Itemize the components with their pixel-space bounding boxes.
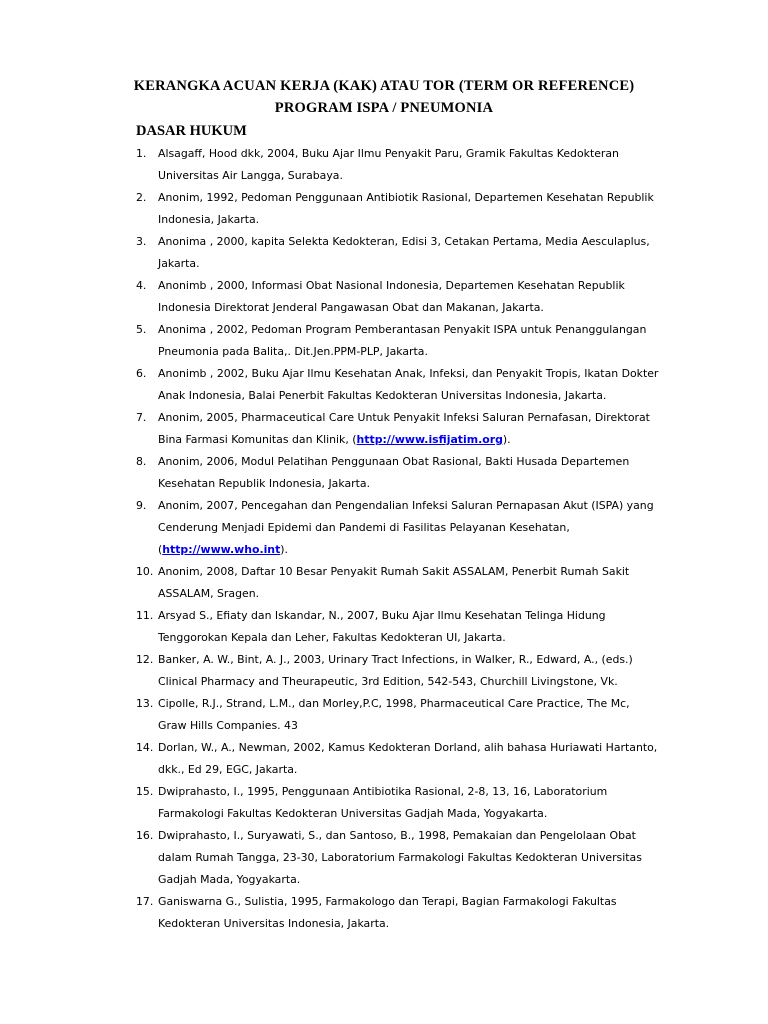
reference-line: ASSALAM, Sragen. bbox=[158, 587, 260, 600]
reference-item bbox=[0, 407, 688, 451]
reference-number: 9. bbox=[136, 499, 147, 512]
reference-item bbox=[0, 825, 688, 891]
reference-line: Clinical Pharmacy and Theurapeutic, 3rd Edition, 542-543, Churchill Livingstone, Vk. bbox=[158, 675, 618, 688]
reference-item bbox=[0, 143, 688, 187]
reference-line: Anonim, 2007, Pencegahan dan Pengendalian Infeksi Saluran Pernapasan Akut (ISPA) yang bbox=[158, 499, 654, 512]
reference-line: Kesehatan Republik Indonesia, Jakarta. bbox=[158, 477, 371, 490]
document-title: KERANGKA ACUAN KERJA (KAK) ATAU TOR (TERM OR REFERENCE) bbox=[133, 78, 635, 94]
reference-list bbox=[0, 143, 768, 935]
reference-text: ( bbox=[158, 543, 163, 556]
reference-line: Cipolle, R.J., Strand, L.M., dan Morley,P.C, 1998, Pharmaceutical Care Practice, The Mc, bbox=[158, 697, 630, 710]
reference-line: Indonesia Direktorat Jenderal Pangawasan Obat dan Makanan, Jakarta. bbox=[158, 301, 544, 314]
reference-text: ). bbox=[502, 433, 511, 446]
reference-item bbox=[0, 693, 688, 737]
reference-item bbox=[0, 363, 688, 407]
reference-line: Gadjah Mada, Yogyakarta. bbox=[158, 873, 301, 886]
reference-number: 15. bbox=[136, 785, 154, 798]
reference-text: Bina Farmasi Komunitas dan Klinik, ( bbox=[158, 433, 357, 446]
reference-number: 17. bbox=[136, 895, 154, 908]
reference-item bbox=[0, 561, 688, 605]
section-heading: DASAR HUKUM bbox=[136, 123, 247, 139]
reference-line: Dorlan, W., A., Newman, 2002, Kamus Kedokteran Dorland, alih bahasa Huriawati Hartanto, bbox=[158, 741, 658, 754]
reference-line: Anonima , 2002, Pedoman Program Pemberantasan Penyakit ISPA untuk Penanggulangan bbox=[158, 323, 647, 336]
reference-number: 11. bbox=[136, 609, 154, 622]
reference-line: Anonim, 2008, Daftar 10 Besar Penyakit Rumah Sakit ASSALAM, Penerbit Rumah Sakit bbox=[158, 565, 630, 578]
reference-line: Anonim, 2006, Modul Pelatihan Penggunaan Obat Rasional, Bakti Husada Departemen bbox=[158, 455, 630, 468]
reference-line: Universitas Air Langga, Surabaya. bbox=[158, 169, 343, 182]
reference-item bbox=[0, 187, 688, 231]
reference-number: 14. bbox=[136, 741, 154, 754]
reference-line: Tenggorokan Kepala dan Leher, Fakultas Kedokteran UI, Jakarta. bbox=[158, 631, 506, 644]
reference-text: ). bbox=[280, 543, 288, 556]
reference-line: Banker, A. W., Bint, A. J., 2003, Urinary Tract Infections, in Walker, R., Edward, A., (eds.) bbox=[158, 653, 633, 666]
reference-line: Anonima , 2000, kapita Selekta Kedokteran, Edisi 3, Cetakan Pertama, Media Aesculaplus, bbox=[158, 235, 650, 248]
reference-number: 13. bbox=[136, 697, 154, 710]
reference-line: Ganiswarna G., Sulistia, 1995, Farmakologo dan Terapi, Bagian Farmakologi Fakultas bbox=[158, 895, 617, 908]
reference-item bbox=[0, 649, 688, 693]
reference-line: Anonim, 1992, Pedoman Penggunaan Antibiotik Rasional, Departemen Kesehatan Republik bbox=[158, 191, 654, 204]
reference-number: 4. bbox=[136, 279, 147, 292]
reference-number: 12. bbox=[136, 653, 154, 666]
reference-line: Jakarta. bbox=[158, 257, 200, 270]
reference-item bbox=[0, 451, 688, 495]
reference-number: 10. bbox=[136, 565, 154, 578]
reference-line: Anak Indonesia, Balai Penerbit Fakultas Kedokteran Universitas Indonesia, Jakarta. bbox=[158, 389, 607, 402]
reference-line: Dwiprahasto, I., 1995, Penggunaan Antibiotika Rasional, 2-8, 13, 16, Laboratorium bbox=[158, 785, 608, 798]
reference-line: Indonesia, Jakarta. bbox=[158, 213, 260, 226]
reference-line bbox=[158, 539, 688, 561]
reference-number: 2. bbox=[136, 191, 147, 204]
reference-number: 8. bbox=[136, 455, 147, 468]
reference-line: dalam Rumah Tangga, 23-30, Laboratorium Farmakologi Fakultas Kedokteran Universitas bbox=[158, 851, 642, 864]
reference-item bbox=[0, 737, 688, 781]
reference-item bbox=[0, 891, 688, 935]
reference-item bbox=[0, 605, 688, 649]
reference-line: Arsyad S., Efiaty dan Iskandar, N., 2007, Buku Ajar Ilmu Kesehatan Telinga Hidung bbox=[158, 609, 606, 622]
reference-line bbox=[158, 429, 688, 451]
reference-line: Pneumonia pada Balita,. Dit.Jen.PPM-PLP, Jakarta. bbox=[158, 345, 428, 358]
reference-link[interactable]: http://www.isfijatim.org bbox=[356, 433, 503, 446]
reference-number: 1. bbox=[136, 147, 147, 160]
reference-number: 3. bbox=[136, 235, 147, 248]
reference-number: 5. bbox=[136, 323, 147, 336]
reference-line: Cenderung Menjadi Epidemi dan Pandemi di Fasilitas Pelayanan Kesehatan, bbox=[158, 521, 570, 534]
reference-item bbox=[0, 495, 688, 561]
reference-item bbox=[0, 319, 688, 363]
reference-line: Farmakologi Fakultas Kedokteran Universitas Gadjah Mada, Yogyakarta. bbox=[158, 807, 548, 820]
document-subtitle: PROGRAM ISPA / PNEUMONIA bbox=[274, 100, 494, 116]
reference-line: Alsagaff, Hood dkk, 2004, Buku Ajar Ilmu Penyakit Paru, Gramik Fakultas Kedokteran bbox=[158, 147, 619, 160]
reference-number: 6. bbox=[136, 367, 147, 380]
reference-line: Dwiprahasto, I., Suryawati, S., dan Santoso, B., 1998, Pemakaian dan Pengelolaan Obat bbox=[158, 829, 636, 842]
reference-line: Anonim, 2005, Pharmaceutical Care Untuk Penyakit Infeksi Saluran Pernafasan, Direktorat bbox=[158, 411, 650, 424]
reference-item bbox=[0, 275, 688, 319]
reference-line: Anonimb , 2000, Informasi Obat Nasional Indonesia, Departemen Kesehatan Republik bbox=[158, 279, 625, 292]
reference-line: Anonimb , 2002, Buku Ajar Ilmu Kesehatan Anak, Infeksi, dan Penyakit Tropis, Ikatan Dokter bbox=[158, 367, 659, 380]
reference-line: Kedokteran Universitas Indonesia, Jakarta. bbox=[158, 917, 390, 930]
reference-line: dkk., Ed 29, EGC, Jakarta. bbox=[158, 763, 298, 776]
reference-item bbox=[0, 231, 688, 275]
reference-link[interactable]: http://www.who.int bbox=[162, 543, 281, 556]
reference-number: 16. bbox=[136, 829, 154, 842]
reference-line: Graw Hills Companies. 43 bbox=[158, 719, 298, 732]
reference-item bbox=[0, 781, 688, 825]
reference-number: 7. bbox=[136, 411, 147, 424]
